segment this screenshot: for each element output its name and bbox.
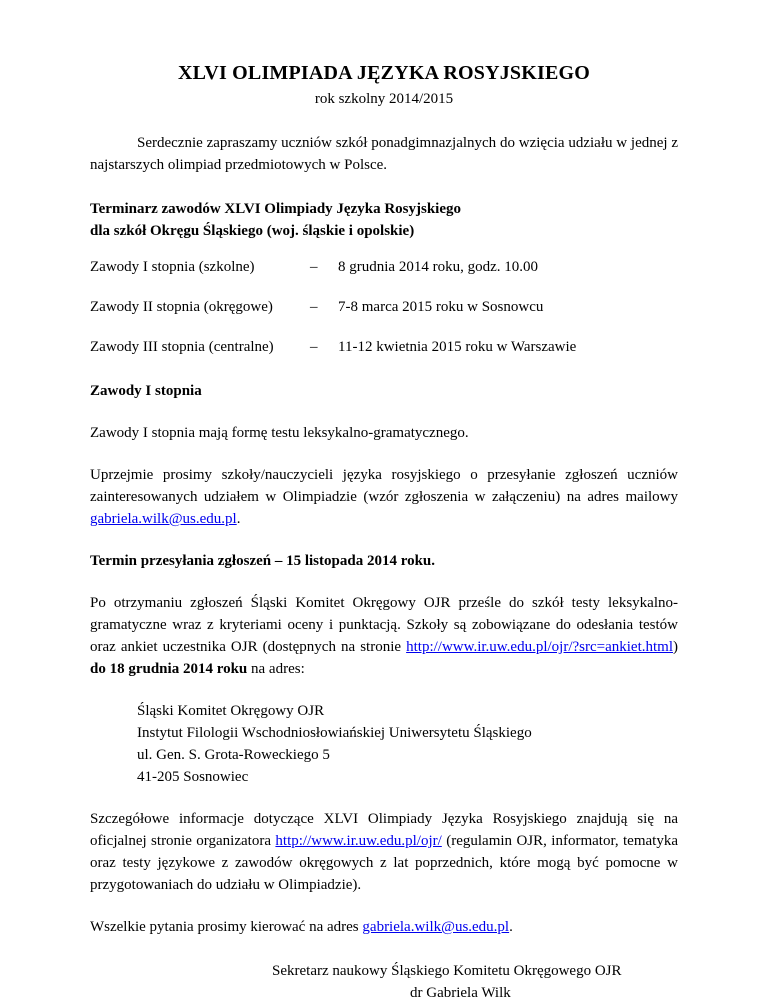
- address-line: Instytut Filologii Wschodniosłowiańskiej Uniwersytetu Śląskiego: [137, 725, 532, 741]
- schedule-row: [90, 296, 576, 336]
- details-text-start: Szczegółowe informacje dotyczące XLVI Olimpiady Języka Rosyjskiego znajdują się na oficjalnej stronie organizatora: [90, 811, 678, 849]
- request-text: Uprzejmie prosimy szkoły/nauczycieli języka rosyjskiego o przesyłanie zgłoszeń uczniów zainteresowanych udziałem w Olimpiadzie (wzór zgłoszenia w załączeniu) na adres mailowy: [90, 467, 678, 505]
- signature-name: dr Gabriela Wilk: [410, 985, 511, 1001]
- website-link[interactable]: http://www.ir.uw.edu.pl/ojr/: [275, 833, 442, 849]
- schedule-heading-line2: dla szkół Okręgu Śląskiego (woj. śląskie i opolskie): [90, 223, 415, 239]
- signature-role: Sekretarz naukowy Śląskiego Komitetu Okręgowego OJR: [272, 963, 622, 979]
- postal-address: [137, 700, 678, 788]
- request-paragraph: [90, 464, 678, 530]
- tests-deadline: do 18 grudnia 2014 roku: [90, 661, 248, 677]
- schedule-dash: –: [310, 299, 318, 315]
- signature-block: [272, 960, 678, 1004]
- schedule-row: [90, 256, 576, 296]
- schedule-dash: –: [310, 259, 318, 275]
- details-text-end: (regulamin OJR, informator, tematyka oraz testy językowe z zawodów okręgowych z lat poprzednich, które mogą być pomocne w przygotowaniach do udziału w Olimpiadzie).: [90, 833, 678, 893]
- stage1-title: Zawody I stopnia: [90, 383, 202, 399]
- school-year: rok szkolny 2014/2015: [314, 91, 454, 107]
- schedule-heading: [90, 198, 678, 242]
- tests-end: na adres:: [247, 661, 305, 677]
- schedule-date: 11-12 kwietnia 2015 roku w Warszawie: [338, 339, 577, 355]
- details-paragraph: [90, 808, 678, 896]
- schedule-heading-line1: Terminarz zawodów XLVI Olimpiady Języka Rosyjskiego: [90, 201, 461, 217]
- page-title: XLVI OLIMPIADA JĘZYKA ROSYJSKIEGO: [177, 62, 591, 84]
- address-line: 41-205 Sosnowiec: [137, 769, 249, 785]
- schedule-dash: –: [310, 339, 318, 355]
- request-end: .: [236, 511, 241, 527]
- address-line: Śląski Komitet Okręgowy OJR: [137, 703, 325, 719]
- schedule-date: 8 grudnia 2014 roku, godz. 10.00: [338, 259, 538, 275]
- contact-email-link[interactable]: gabriela.wilk@us.edu.pl: [362, 919, 510, 935]
- survey-link[interactable]: http://www.ir.uw.edu.pl/ojr/?src=ankiet.html: [406, 639, 673, 655]
- document-content: [90, 60, 678, 1004]
- intro-paragraph: Serdecznie zapraszamy uczniów szkół ponadgimnazjalnych do wzięcia udziału w jednej z najstarszych olimpiad przedmiotowych w Polsce.: [90, 135, 678, 173]
- schedule-stage: Zawody III stopnia (centralne): [90, 339, 274, 355]
- schedule-stage: Zawody I stopnia (szkolne): [90, 259, 255, 275]
- tests-paragraph: [90, 592, 678, 680]
- deadline-paragraph: Termin przesyłania zgłoszeń – 15 listopada 2014 roku.: [90, 553, 436, 569]
- email-link[interactable]: gabriela.wilk@us.edu.pl: [90, 511, 237, 527]
- schedule-date: 7-8 marca 2015 roku w Sosnowcu: [338, 299, 544, 315]
- address-line: ul. Gen. S. Grota-Roweckiego 5: [137, 747, 330, 763]
- schedule-stage: Zawody II stopnia (okręgowe): [90, 299, 273, 315]
- stage1-form-paragraph: Zawody I stopnia mają formę testu leksykalno-gramatycznego.: [90, 425, 469, 441]
- tests-text: Po otrzymaniu zgłoszeń Śląski Komitet Okręgowy OJR prześle do szkół testy leksykalno-gramatyczne wraz z kryteriami oceny i punktacją. Szkoły są zobowiązane do odesłania testów oraz ankiet uczestnika OJR (dostępnych na stronie: [90, 595, 678, 655]
- contact-end: .: [509, 919, 513, 935]
- tests-close: ): [673, 639, 678, 655]
- schedule-table: [90, 256, 576, 376]
- contact-paragraph: [90, 916, 678, 938]
- schedule-row: [90, 336, 576, 376]
- contact-text: Wszelkie pytania prosimy kierować na adres: [90, 919, 363, 935]
